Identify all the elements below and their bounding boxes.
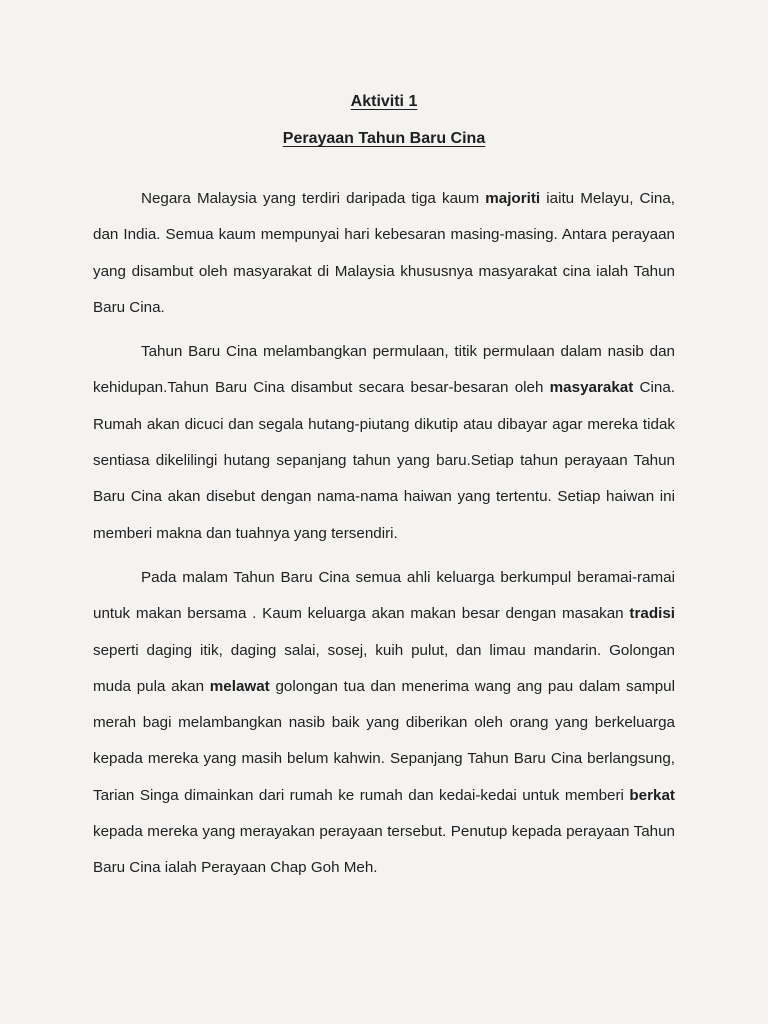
bold-keyword: masyarakat: [549, 379, 634, 397]
paragraph-3: [93, 560, 675, 887]
paragraph-text: iaitu Melayu, Cina, dan India. Semua kaum mempunyai hari kebesaran masing-masing. Antara perayaan yang disambut oleh masyarakat di Malaysia khususnya masyarakat cina ialah Tahun Baru Cina.: [93, 190, 675, 316]
bold-keyword: majoriti: [485, 190, 541, 207]
paragraph-text: Tahun Baru Cina melambangkan permulaan, titik permulaan dalam nasib dan kehidupan.Tahun Baru Cina disambut secara besar-besaran oleh: [93, 343, 675, 397]
paragraph-1: [93, 181, 675, 326]
paragraph-text: Pada malam Tahun Baru Cina semua ahli keluarga berkumpul beramai-ramai untuk makan bersama . Kaum keluarga akan makan besar dengan masakan: [93, 568, 675, 623]
paragraph-text: seperti daging itik, daging salai, sosej, kuih pulut, dan limau mandarin. Golongan muda pula akan: [93, 641, 675, 695]
document-title: Aktiviti 1: [350, 93, 418, 110]
bold-keyword: berkat: [629, 786, 675, 804]
bold-keyword: melawat: [209, 677, 270, 695]
paragraph-text: Cina. Rumah akan dicuci dan segala hutang-piutang dikutip atau dibayar agar mereka tidak sentiasa dikelilingi hutang sepanjang tahun yang baru.Setiap tahun perayaan Tahun Baru Cina akan disebut dengan nama-nama haiwan yang tertentu. Setiap haiwan ini memberi makna dan tuahnya yang tersendiri.: [93, 379, 675, 542]
paragraph-text: golongan tua dan menerima wang ang pau dalam sampul merah bagi melambangkan nasib baik yang diberikan oleh orang yang berkeluarga kepada mereka yang masih belum kahwin. Sepanjang Tahun Baru Cina berlangsung, Tarian Singa dimainkan dari rumah ke rumah dan kedai-kedai untuk memberi: [93, 677, 675, 804]
document-subtitle: Perayaan Tahun Baru Cina: [282, 130, 486, 147]
paragraph-text: kepada mereka yang merayakan perayaan tersebut. Penutup kepada perayaan Tahun Baru Cina ialah Perayaan Chap Goh Meh.: [93, 823, 675, 877]
paragraph-text: Negara Malaysia yang terdiri daripada tiga kaum: [141, 190, 486, 207]
bold-keyword: tradisi: [629, 605, 675, 623]
paragraph-2: [93, 334, 675, 552]
